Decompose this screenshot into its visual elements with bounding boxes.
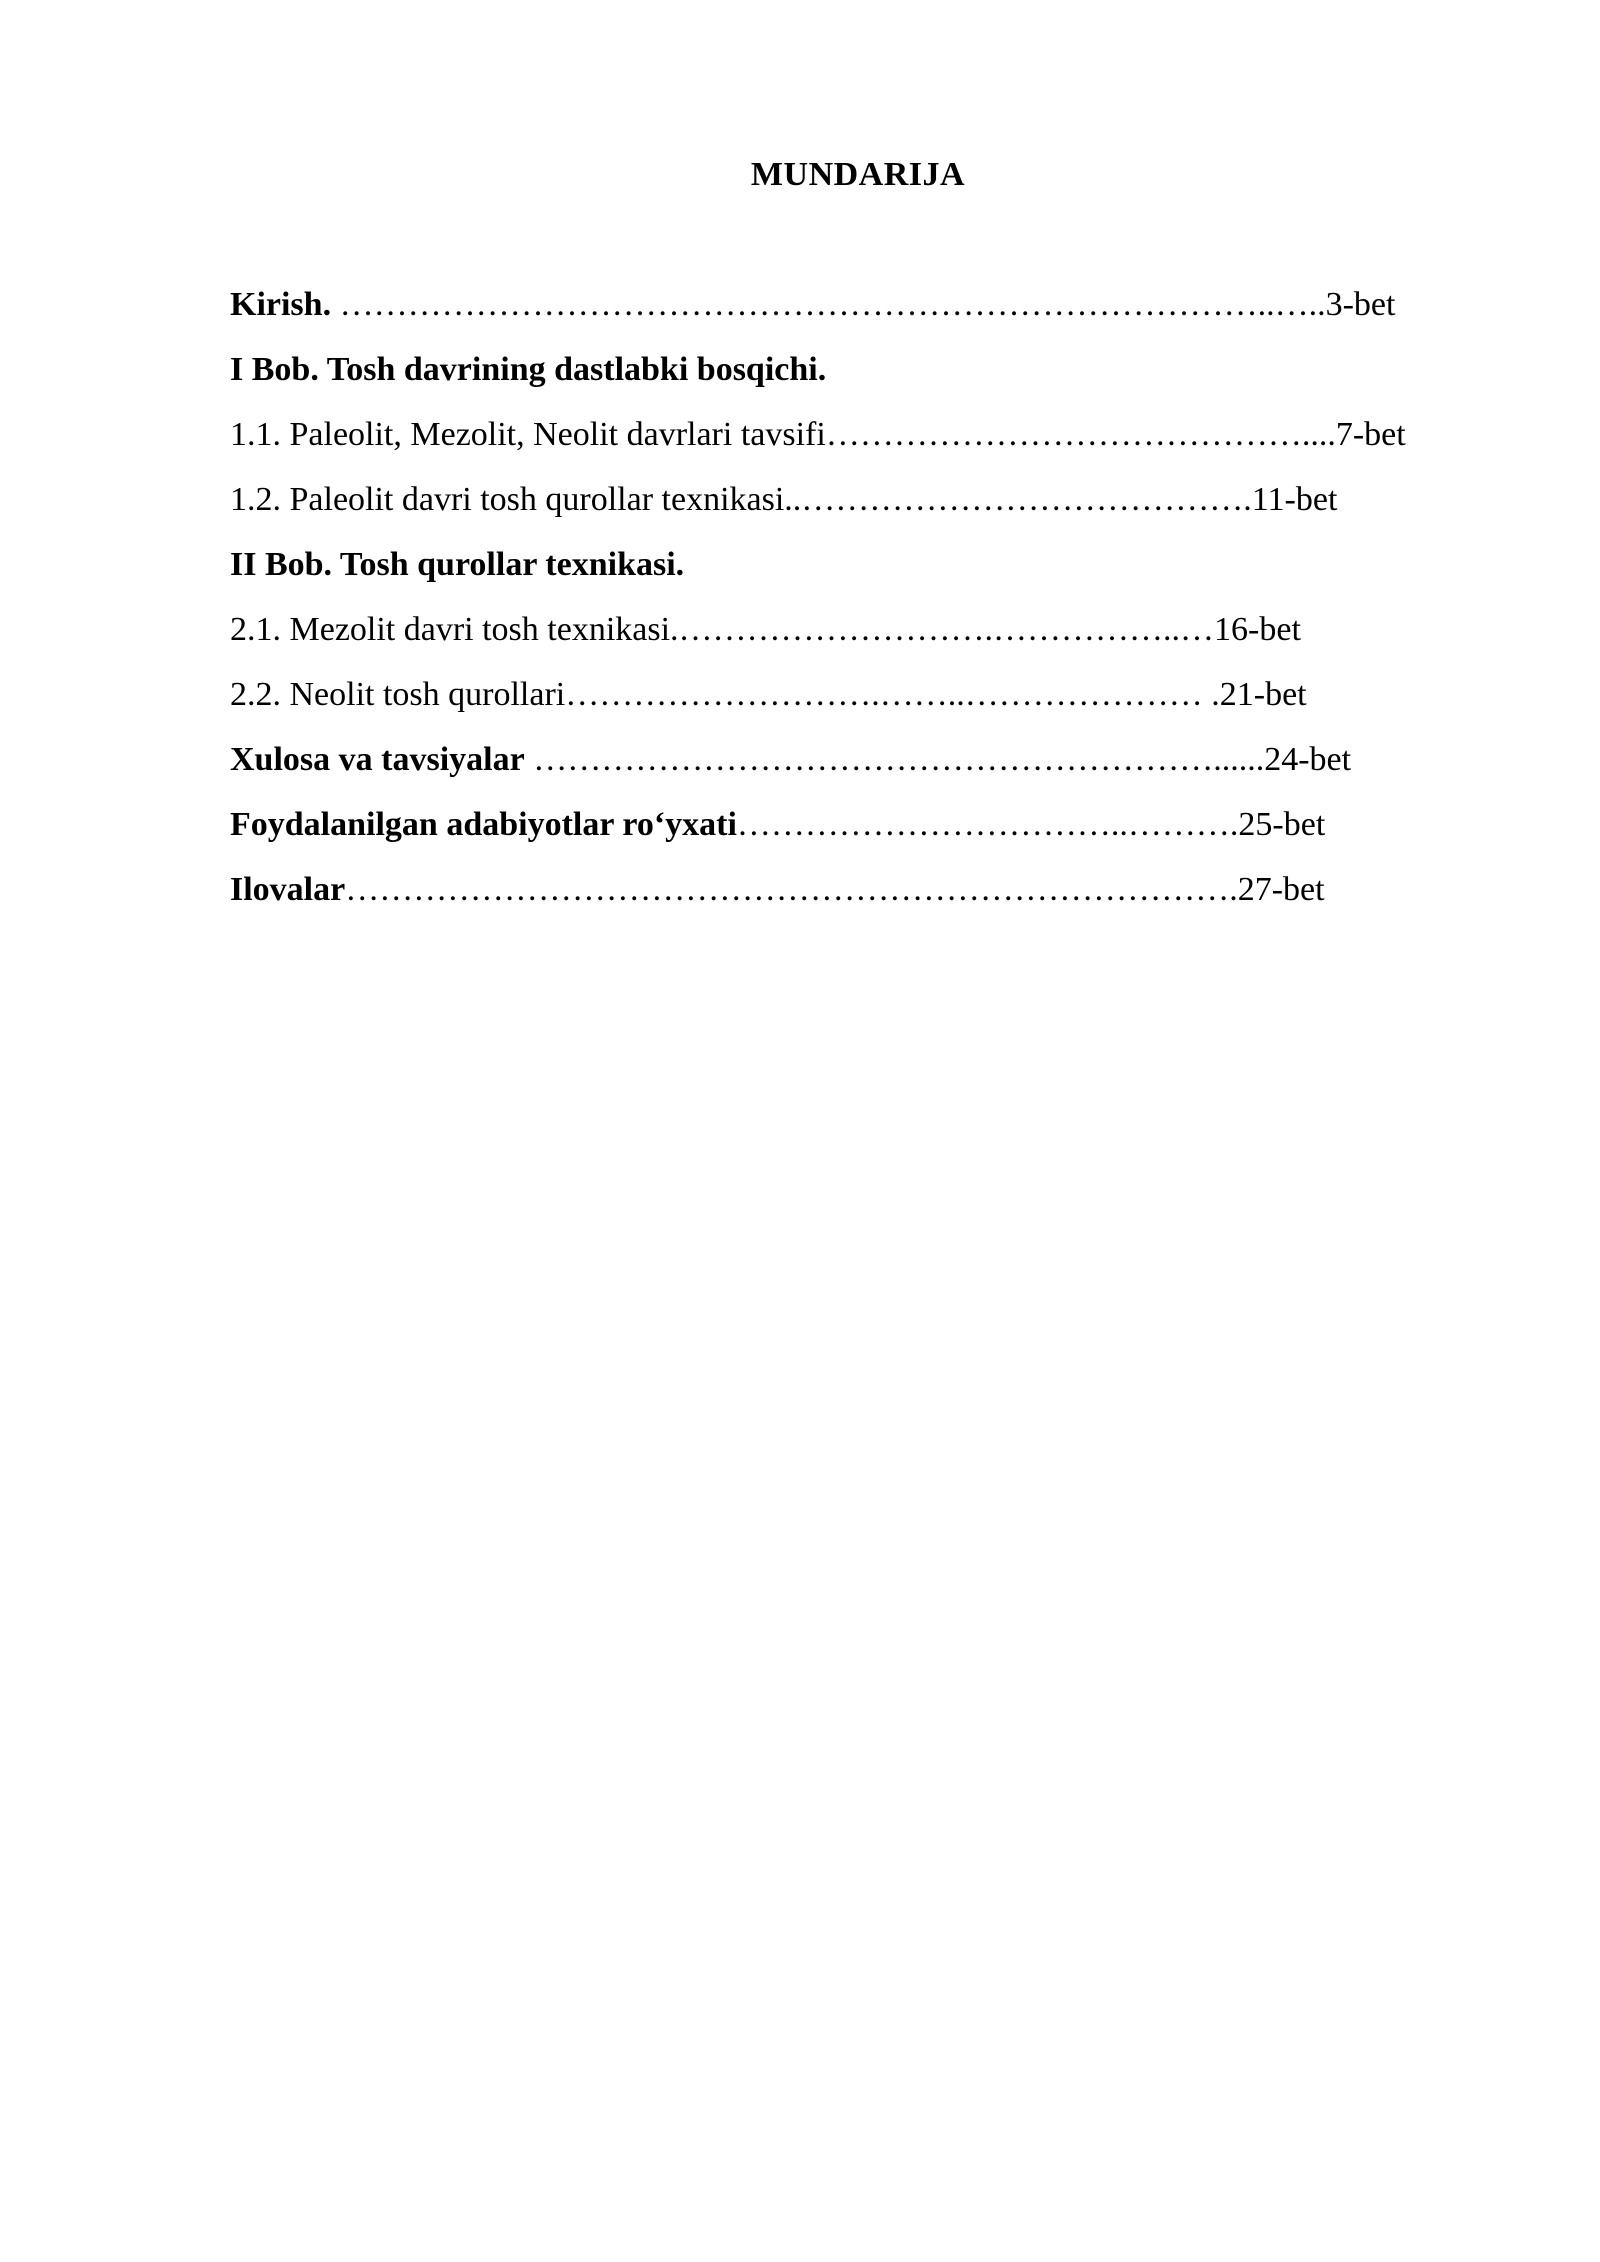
toc-entry-page: 21-bet	[1219, 676, 1307, 713]
toc-entry-leader: ……………………………………………………......	[524, 741, 1265, 778]
page-title: MUNDARIJA	[750, 156, 966, 193]
toc-entry-label: 2.1. Mezolit davri tosh texnikasi.	[230, 611, 679, 648]
toc-entry-xulosa	[230, 735, 1490, 800]
toc-entry-label: I Bob. Tosh davrining dastlabki bosqichi.	[230, 351, 827, 388]
toc-entry-leader: ……………………….……..………………… .	[565, 676, 1220, 713]
toc-entry-label: II Bob. Tosh qurollar texnikasi.	[230, 546, 685, 583]
toc-entry-leader: …………………………………………………………………….	[345, 871, 1238, 908]
toc-entry-adabiyotlar	[230, 800, 1490, 865]
toc-entry-label: 2.2. Neolit tosh qurollari	[230, 676, 566, 713]
toc-entry-leader: ……………………….……………..…	[678, 611, 1215, 648]
toc-entry-label: Kirish.	[230, 286, 332, 323]
toc-entry-page: 25-bet	[1238, 806, 1326, 843]
toc-entry-leader: .………………………………….	[792, 481, 1252, 518]
toc-entry-kirish	[230, 280, 1490, 345]
toc-entry-page: 27-bet	[1237, 871, 1325, 908]
toc-entry-2-2	[230, 670, 1490, 735]
toc-entry-page: 11-bet	[1251, 481, 1338, 518]
toc-entry-label: 1.1. Paleolit, Mezolit, Neolit davrlari tavsifi	[230, 416, 826, 453]
toc-entry-label: Xulosa va tavsiyalar	[230, 741, 525, 778]
toc-chapter-1	[230, 345, 1490, 410]
toc-entry-page: 7-bet	[1335, 416, 1406, 453]
toc-entry-page: 24-bet	[1264, 741, 1352, 778]
toc-chapter-2	[230, 540, 1490, 605]
toc-entry-leader: ………………………………………………………………………..…..	[331, 286, 1326, 323]
toc-entry-label: Foydalanilgan adabiyotlar ro‘yxati	[230, 806, 737, 843]
toc-entry-leader: ……………………………………....	[825, 416, 1336, 453]
toc-entry-1-1	[230, 410, 1490, 475]
toc-entry-page: 16-bet	[1214, 611, 1301, 648]
toc-entry-label: 1.2. Paleolit davri tosh qurollar texnikasi.	[230, 481, 793, 518]
toc-entry-1-2	[230, 475, 1490, 540]
toc-entry-label: Ilovalar	[230, 871, 346, 908]
table-of-contents	[230, 280, 1490, 930]
toc-entry-page: 3-bet	[1325, 286, 1396, 323]
toc-entry-leader: ……………………………..……….	[736, 806, 1239, 843]
toc-entry-2-1	[230, 605, 1490, 670]
toc-entry-ilovalar	[230, 865, 1490, 930]
